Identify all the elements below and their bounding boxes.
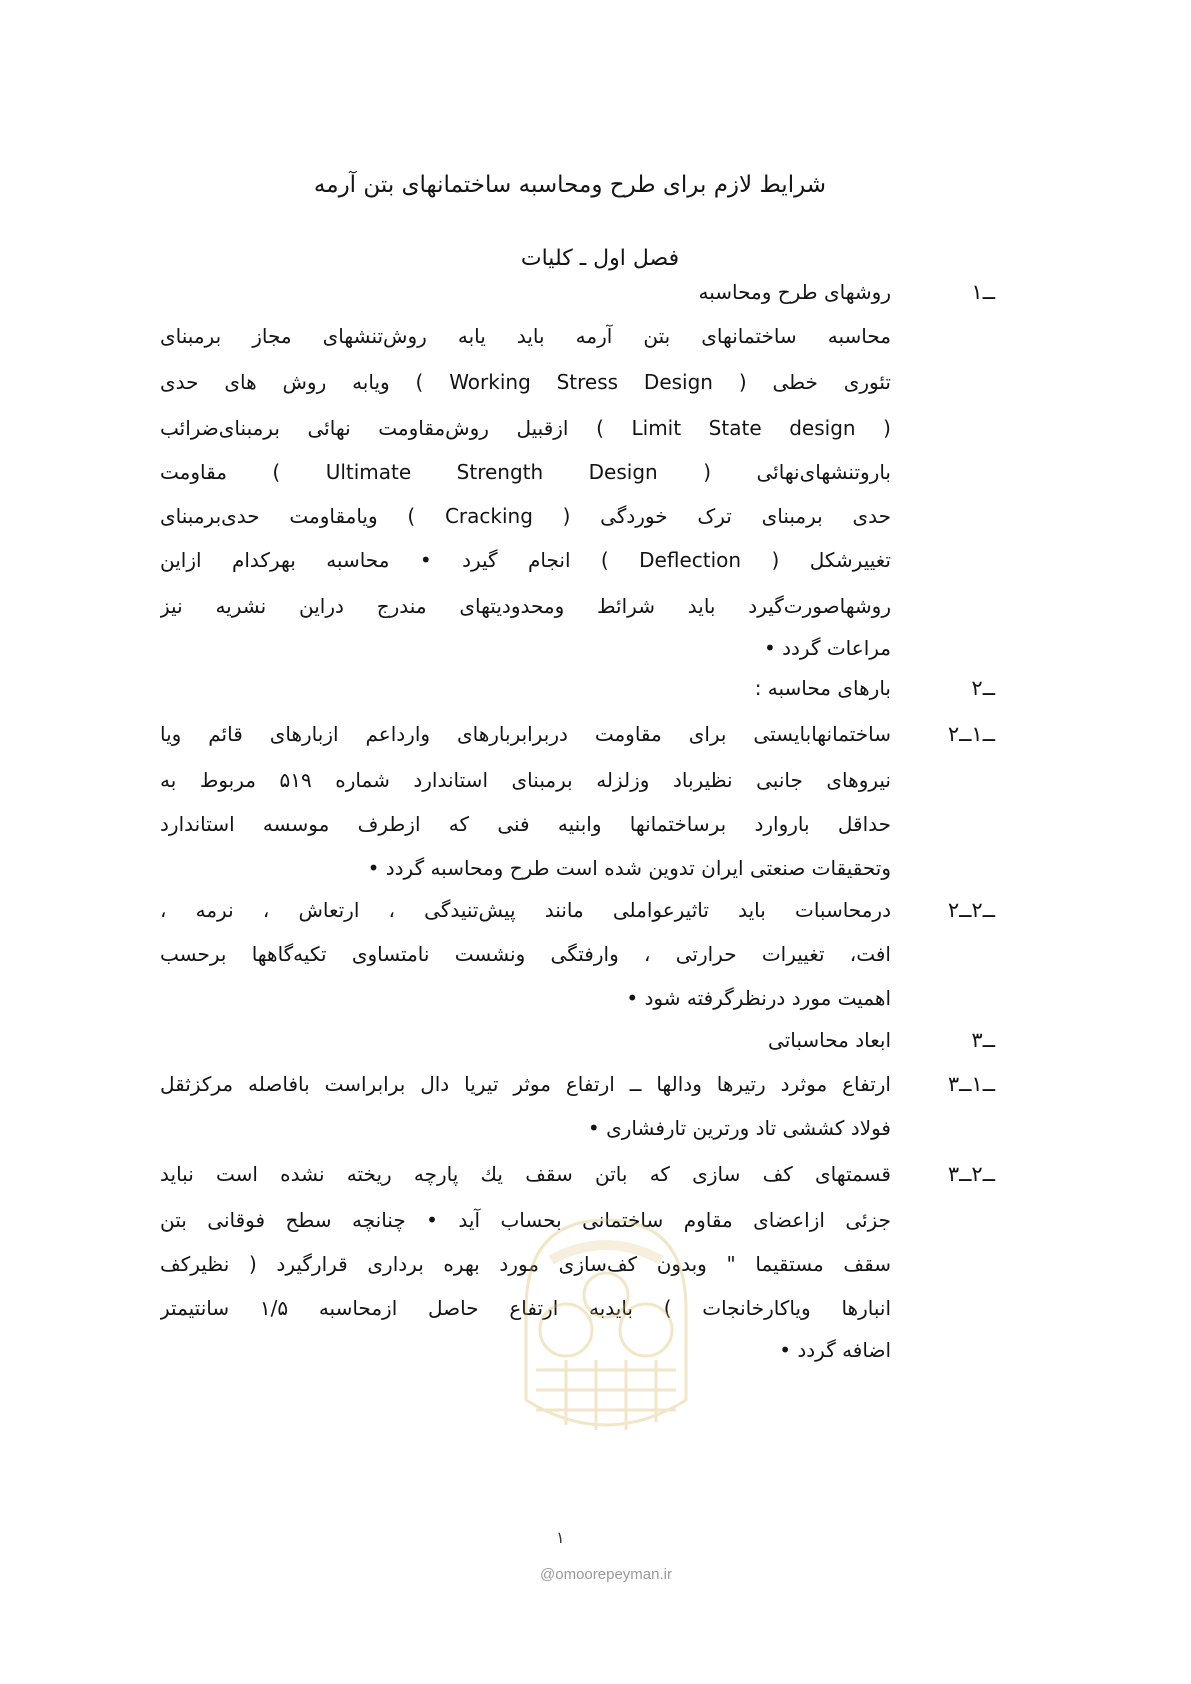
paragraph-line: درمحاسبات باید تاثیرعواملی مانند پیش‌تنیدگی ، ارتعاش ، نرمه ، bbox=[160, 898, 891, 922]
paragraph-line: ارتفاع موثرد رتیرها ودالها ــ ارتفاع موثر تیریا دال برابراست بافاصله مرکزثقل bbox=[160, 1072, 891, 1096]
paragraph-line: نیروهای جانبی نظیرباد وزلزله برمبنای استاندارد شماره ۵۱۹ مربوط به bbox=[160, 768, 891, 792]
paragraph-line: سقف مستقیما " وبدون کف‌سازی مورد بهره برداری قرارگیرد ( نظیرکف bbox=[160, 1252, 891, 1276]
paragraph-line: اهمیت مورد درنظرگرفته شود • bbox=[626, 986, 891, 1010]
watermark-emblem-icon bbox=[496, 1200, 716, 1450]
watermark-text: @omoorepeyman.ir bbox=[540, 1566, 672, 1583]
subsection-number: ۲ــ۱ــ bbox=[947, 722, 995, 746]
page-number: ۱ bbox=[556, 1528, 565, 1547]
paragraph-line: افت، تغییرات حرارتی ، وارفتگی ونشست نامتساوی تکیه‌گاهها برحسب bbox=[160, 942, 891, 966]
paragraph-line: ساختمانهابایستی برای مقاومت دربرابربارهای وارداعم ازبارهای قائم ویا bbox=[160, 722, 891, 746]
chapter-heading: فصل اول ـ کلیات bbox=[520, 246, 680, 271]
paragraph-line: ( Limit State design ) ازقبیل روش‌مقاومت نهائی برمبنای‌ضرائب bbox=[160, 416, 891, 440]
subsection-number: ۳ــ۱ــ bbox=[947, 1072, 995, 1096]
paragraph-line: مراعات گردد • bbox=[763, 636, 891, 660]
subsection-number: ۲ــ۲ــ bbox=[947, 898, 995, 922]
paragraph-line: قسمتهای کف سازی که باتن سقف یك پارچه ریخته نشده است نباید bbox=[160, 1162, 891, 1186]
section-number: ۲ــ bbox=[971, 676, 995, 700]
subsection-number: ۳ــ۲ــ bbox=[947, 1162, 995, 1186]
section-heading: بارهای محاسبه : bbox=[754, 676, 891, 700]
paragraph-line: فولاد کششی تاد ورترین تارفشاری • bbox=[587, 1116, 891, 1140]
paragraph-line: وتحقیقات صنعتی ایران تدوین شده است طرح ومحاسبه گردد • bbox=[367, 856, 891, 880]
paragraph-line: تغییرشکل ( Deflection ) انجام گیرد • محاسبه بهرکدام ازاین bbox=[160, 548, 891, 572]
paragraph-line: تئوری خطی ( Working Stress Design ) ویابه روش های حدی bbox=[160, 370, 891, 394]
paragraph-line: انبارها ویاکارخانجات ) بایدبه ارتفاع حاصل ازمحاسبه ۱/۵ سانتیمتر bbox=[160, 1296, 891, 1320]
paragraph-line: روشهاصورت‌گیرد باید شرائط ومحدودیتهای مندرج دراین نشریه نیز bbox=[160, 594, 891, 618]
paragraph-line: حداقل باروارد برساختمانها وابنیه فنی که ازطرف موسسه استاندارد bbox=[160, 812, 891, 836]
section-heading: ابعاد محاسباتی bbox=[768, 1028, 891, 1052]
document-title: شرایط لازم برای طرح ومحاسبه ساختمانهای بتن آرمه bbox=[313, 172, 827, 198]
section-number: ۱ــ bbox=[971, 280, 995, 304]
section-number: ۳ــ bbox=[971, 1028, 995, 1052]
paragraph-line: محاسبه ساختمانهای بتن آرمه باید یابه روش‌تنشهای مجاز برمبنای bbox=[160, 324, 891, 348]
paragraph-line: حدی برمبنای ترک خوردگی ( Cracking ) ویامقاومت حدی‌برمبنای bbox=[160, 504, 891, 528]
paragraph-line: جزئی ازاعضای مقاوم ساختمانی بحساب آید • چنانچه سطح فوقانی بتن bbox=[160, 1208, 891, 1232]
paragraph-line: بارو‌تنشهای‌نهائی ( Ultimate Strength Design ) مقاومت bbox=[160, 460, 891, 484]
paragraph-line: اضافه گردد • bbox=[779, 1338, 891, 1362]
section-heading: روشهای طرح ومحاسبه bbox=[698, 280, 891, 304]
